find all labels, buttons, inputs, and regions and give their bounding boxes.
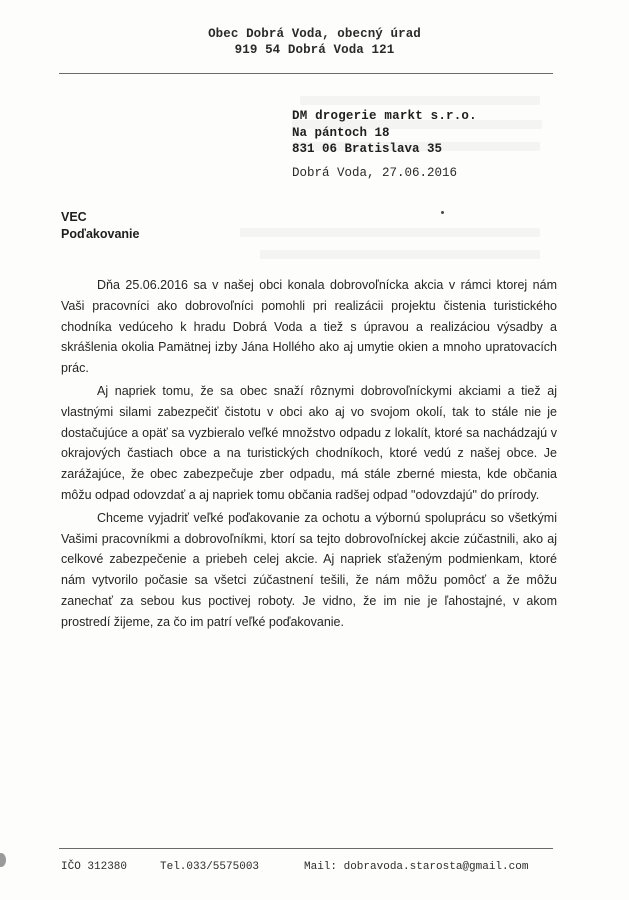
footer-ico: IČO 312380 (61, 861, 128, 873)
letter-body (61, 275, 557, 633)
body-paragraph: Dňa 25.06.2016 sa v našej obci konala dobrovoľnícka akcia v rámci ktorej nám Vaši pracovníci ako dobrovoľníci pomohli pri realizácii projektu čistenia turistického chodníka vedúceho k hradu Dobrá Voda a tiež s úpravou a realizáciou výsadby a skrášlenia okolia Pamätnej izby Jána Hollého ako aj umytie okien a mnoho upratovacích prác. (61, 278, 557, 376)
scan-speck (441, 211, 444, 214)
body-paragraph: Chceme vyjadriť veľké poďakovanie za ochotu a výbornú spoluprácu so všetkými Vašimi pracovníkmi a dobrovoľníkmi, ktorí sa tejto dobrovoľníckej akcie zúčastnili, ako aj celkové zabezpečenie a priebeh celej akcie. Aj napriek sťaženým podmienkam, ktoré nám vytvorilo počasie sa všetci zúčastnení tešili, že nám môžu pomôcť a že môžu zanechať za sebou kus poctivej roboty. Je vidno, že im nie je ľahostajné, v akom prostredí žijeme, za čo im patrí veľké poďakovanie. (61, 510, 557, 629)
show-through-mark (260, 250, 540, 259)
subject-label: VEC (61, 210, 87, 224)
recipient-address (292, 108, 477, 158)
header-divider (59, 73, 553, 74)
letterhead-title: Obec Dobrá Voda, obecný úrad (208, 27, 421, 41)
footer-email: Mail: dobravoda.starosta@gmail.com (304, 861, 529, 873)
letterhead-address: 919 54 Dobrá Voda 121 (234, 43, 395, 57)
recipient-city: 831 06 Bratislava 35 (292, 142, 443, 156)
subject-title: Poďakovanie (61, 227, 140, 241)
footer-divider (59, 848, 553, 849)
letter-date: Dobrá Voda, 27.06.2016 (292, 166, 458, 180)
body-paragraph: Aj napriek tomu, že sa obec snaží rôznymi dobrovoľníckymi akciami a tiež aj vlastnými silami zabezpečiť čistotu v obci ako aj vo svojom okolí, tak to stále nie je dostačujúce a opäť sa vyzbieralo veľké množstvo odpadu z lokalít, ktoré sa nachádzajú v okrajových častiach obce a na turistických chodníkoch, ktoré vedú z našej obce. Je zarážajúce, že obec zabezpečuje zber odpadu, má stále zberné miesta, kde občania môžu odpad odovzdať a aj napriek tomu občania radšej odpad "odovzdajú" do prírody. (61, 383, 557, 502)
recipient-name: DM drogerie markt s.r.o. (292, 109, 477, 123)
scan-margin-mark (0, 853, 6, 867)
subject-block (61, 209, 139, 243)
show-through-mark (300, 96, 540, 105)
show-through-mark (240, 228, 540, 237)
letterhead (0, 26, 629, 58)
recipient-street: Na pántoch 18 (292, 125, 390, 140)
footer-phone: Tel.033/5575003 (160, 861, 260, 873)
